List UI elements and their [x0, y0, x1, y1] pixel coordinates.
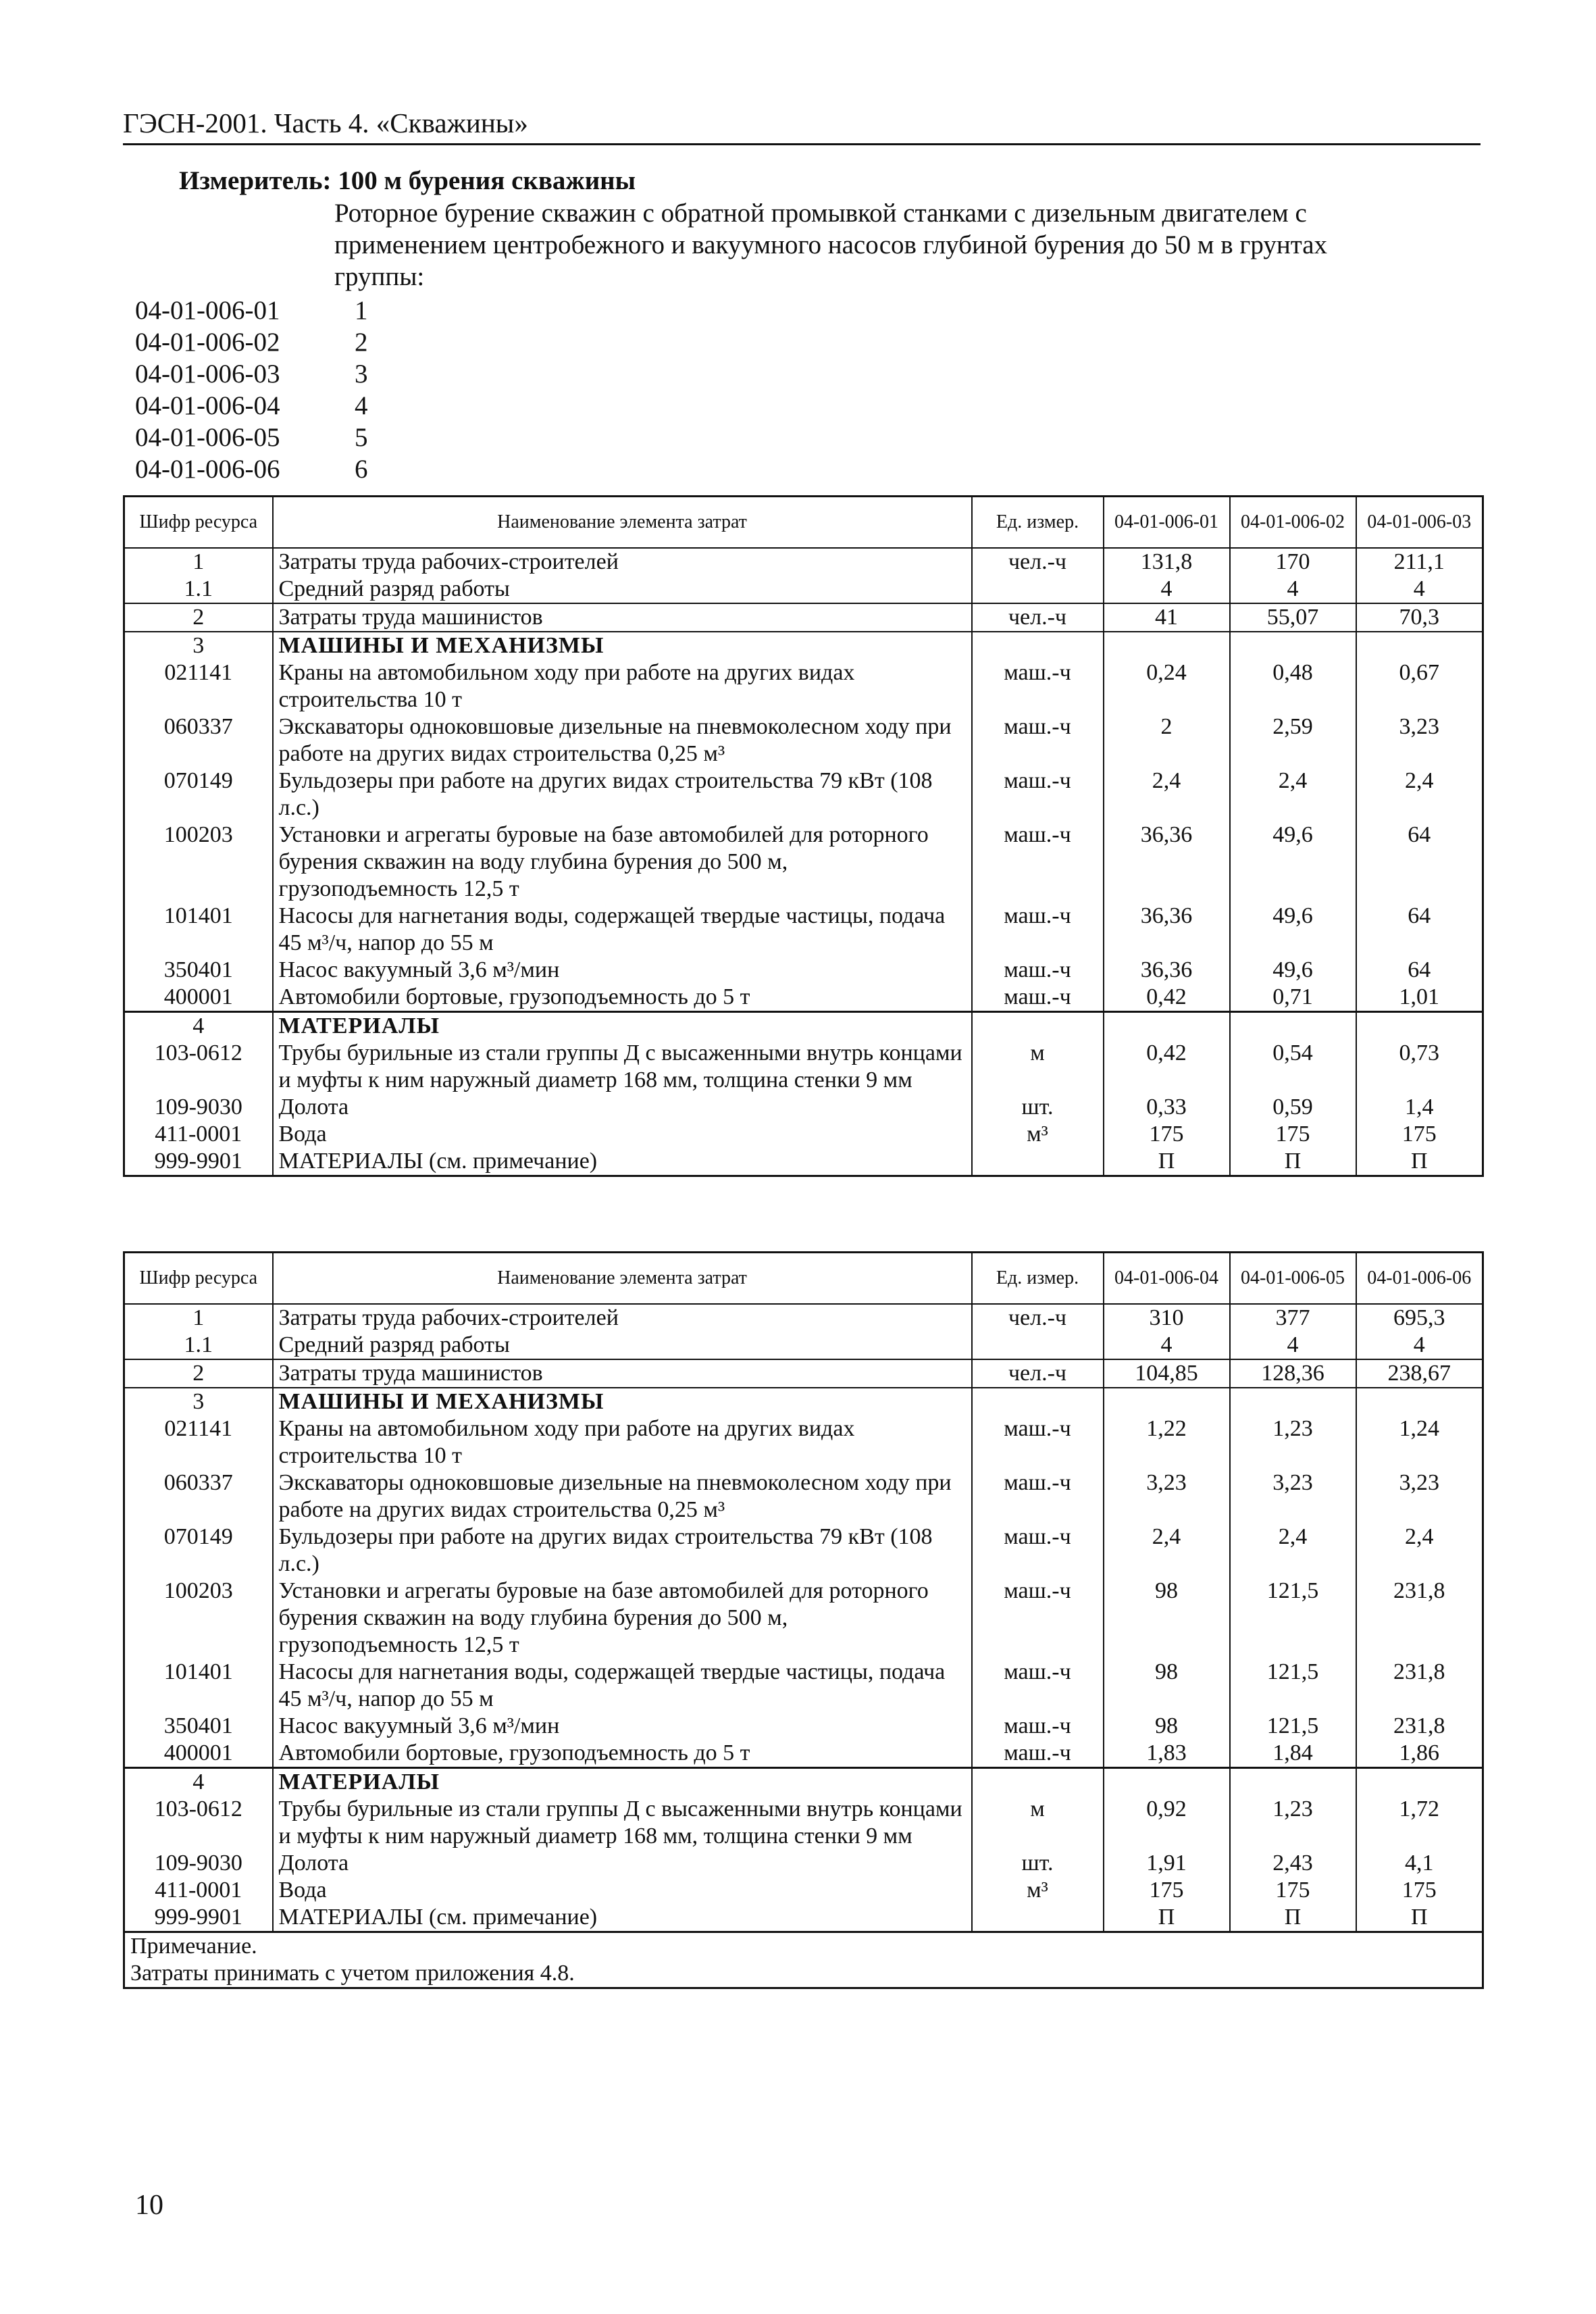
norm-value: П	[1356, 1148, 1483, 1176]
resource-code: 103-0612	[124, 1796, 273, 1850]
resource-code: 3	[124, 1388, 273, 1415]
resource-name: Насос вакуумный 3,6 м³/мин	[273, 957, 972, 984]
unit: маш.-ч	[972, 822, 1104, 903]
unit	[972, 1011, 1104, 1040]
norm-code: 04-01-006-06	[135, 455, 280, 484]
norm-code: 04-01-006-05	[135, 423, 280, 452]
resource-code: 2	[124, 603, 273, 632]
norm-code: 04-01-006-02	[135, 328, 280, 357]
norm-code-row	[135, 295, 368, 326]
resource-name: Автомобили бортовые, грузоподъемность до 5 т	[273, 984, 972, 1012]
table-row	[124, 1796, 1483, 1850]
unit: шт.	[972, 1850, 1104, 1877]
norm-value: 1,84	[1230, 1740, 1356, 1768]
norm-value: 121,5	[1230, 1659, 1356, 1713]
norm-value: 175	[1104, 1877, 1230, 1904]
norm-value: 2,4	[1230, 1524, 1356, 1578]
unit: маш.-ч	[972, 984, 1104, 1012]
col-header-name: Наименование элемента затрат	[273, 1253, 972, 1304]
norm-value: 104,85	[1104, 1359, 1230, 1388]
resource-name: Экскаваторы одноковшовые дизельные на пневмоколесном ходу при работе на других видах строительства 0,25 м³	[273, 713, 972, 768]
norm-value: 2,59	[1230, 713, 1356, 768]
norm-value: 0,59	[1230, 1094, 1356, 1121]
resource-code: 060337	[124, 713, 273, 768]
norm-value: 231,8	[1356, 1659, 1483, 1713]
norm-value	[1230, 1011, 1356, 1040]
table-row	[124, 1148, 1483, 1176]
resource-name: Средний разряд работы	[273, 1332, 972, 1359]
norm-value: 695,3	[1356, 1304, 1483, 1332]
table-row	[124, 1094, 1483, 1121]
resource-name: МАТЕРИАЛЫ	[273, 1011, 972, 1040]
page-header: ГЭСН-2001. Часть 4. «Скважины»	[123, 107, 1481, 145]
norm-value: 238,67	[1356, 1359, 1483, 1388]
norm-value: 49,6	[1230, 903, 1356, 957]
norm-code: 04-01-006-03	[135, 359, 280, 388]
unit: маш.-ч	[972, 1740, 1104, 1768]
unit: маш.-ч	[972, 659, 1104, 713]
table-row	[124, 1332, 1483, 1359]
resource-code: 1.1	[124, 576, 273, 603]
norm-value: 4	[1104, 576, 1230, 603]
norm-value: 175	[1230, 1121, 1356, 1148]
unit: м³	[972, 1877, 1104, 1904]
unit: чел.-ч	[972, 1359, 1104, 1388]
table-row	[124, 984, 1483, 1012]
norm-value: 1,22	[1104, 1415, 1230, 1469]
norm-value: 1,91	[1104, 1850, 1230, 1877]
resource-code: 021141	[124, 659, 273, 713]
resource-name: Бульдозеры при работе на других видах строительства 79 кВт (108 л.с.)	[273, 1524, 972, 1578]
resource-code: 070149	[124, 1524, 273, 1578]
norm-value: 175	[1104, 1121, 1230, 1148]
norm-value: 211,1	[1356, 548, 1483, 576]
norm-value: 131,8	[1104, 548, 1230, 576]
unit: м³	[972, 1121, 1104, 1148]
norm-value: 4,1	[1356, 1850, 1483, 1877]
norm-value: 1,86	[1356, 1740, 1483, 1768]
norm-code-row	[135, 422, 368, 453]
norm-value: 2,4	[1104, 1524, 1230, 1578]
norm-value	[1356, 1388, 1483, 1415]
norm-value: 1,01	[1356, 984, 1483, 1012]
norm-value: 128,36	[1230, 1359, 1356, 1388]
norm-value: 2	[1104, 713, 1230, 768]
col-header-norm-3: 04-01-006-03	[1356, 497, 1483, 548]
col-header-code: Шифр ресурса	[124, 497, 273, 548]
norm-value	[1104, 632, 1230, 659]
norm-value: П	[1356, 1904, 1483, 1932]
unit: маш.-ч	[972, 1659, 1104, 1713]
soil-group: 3	[355, 359, 368, 388]
resource-code: 2	[124, 1359, 273, 1388]
table-row	[124, 1767, 1483, 1796]
resource-name: Насосы для нагнетания воды, содержащей твердые частицы, подача 45 м³/ч, напор до 55 м	[273, 1659, 972, 1713]
resource-name: Установки и агрегаты буровые на базе автомобилей для роторного бурения скважин на воду глубина бурения до 500 м, грузоподъемность 12,5 т	[273, 822, 972, 903]
table-row	[124, 1011, 1483, 1040]
norm-value	[1230, 1388, 1356, 1415]
resource-code: 1	[124, 548, 273, 576]
norm-value	[1230, 1767, 1356, 1796]
norm-value: 170	[1230, 548, 1356, 576]
resource-code: 060337	[124, 1469, 273, 1524]
unit	[972, 1332, 1104, 1359]
norm-value: 70,3	[1356, 603, 1483, 632]
col-header-norm-1: 04-01-006-01	[1104, 497, 1230, 548]
norm-value: 4	[1230, 576, 1356, 603]
table-row	[124, 1121, 1483, 1148]
table-row	[124, 1904, 1483, 1932]
norm-value	[1104, 1767, 1230, 1796]
norm-value: 175	[1230, 1877, 1356, 1904]
resource-code: 4	[124, 1767, 273, 1796]
table-row	[124, 903, 1483, 957]
norm-value: 1,24	[1356, 1415, 1483, 1469]
unit: маш.-ч	[972, 713, 1104, 768]
norm-value	[1356, 1767, 1483, 1796]
norm-value: 1,72	[1356, 1796, 1483, 1850]
resource-code: 400001	[124, 1740, 273, 1768]
resource-code: 103-0612	[124, 1040, 273, 1094]
unit: м	[972, 1040, 1104, 1094]
table-row	[124, 1659, 1483, 1713]
col-header-norm-5: 04-01-006-05	[1230, 1253, 1356, 1304]
norm-value: 64	[1356, 822, 1483, 903]
resource-name: Вода	[273, 1121, 972, 1148]
table-row	[124, 768, 1483, 822]
norm-value: 0,54	[1230, 1040, 1356, 1094]
norm-value: 98	[1104, 1659, 1230, 1713]
table-row	[124, 1304, 1483, 1332]
norm-value: 121,5	[1230, 1713, 1356, 1740]
table-row	[124, 576, 1483, 603]
table-row	[124, 957, 1483, 984]
norm-value: 0,67	[1356, 659, 1483, 713]
norm-value: 0,48	[1230, 659, 1356, 713]
unit: чел.-ч	[972, 1304, 1104, 1332]
norm-value: 377	[1230, 1304, 1356, 1332]
table-row	[124, 1850, 1483, 1877]
norm-value: 1,23	[1230, 1415, 1356, 1469]
resource-name: Долота	[273, 1094, 972, 1121]
soil-group: 1	[355, 296, 368, 325]
unit: чел.-ч	[972, 548, 1104, 576]
resource-name: Затраты труда машинистов	[273, 603, 972, 632]
norm-codes-list	[135, 295, 368, 485]
norm-code-row	[135, 326, 368, 358]
norm-value: П	[1104, 1148, 1230, 1176]
work-description: Роторное бурение скважин с обратной промывкой станками с дизельным двигателем с применением центробежного и вакуумного насосов глубиной бурения до 50 м в грунтах группы:	[334, 199, 1328, 291]
resource-code: 400001	[124, 984, 273, 1012]
unit: маш.-ч	[972, 1469, 1104, 1524]
resource-code: 1	[124, 1304, 273, 1332]
resource-code: 4	[124, 1011, 273, 1040]
resource-name: Экскаваторы одноковшовые дизельные на пневмоколесном ходу при работе на других видах строительства 0,25 м³	[273, 1469, 972, 1524]
norm-value: 0,24	[1104, 659, 1230, 713]
norm-value: 49,6	[1230, 957, 1356, 984]
norm-value: 3,23	[1356, 713, 1483, 768]
resource-name: Средний разряд работы	[273, 576, 972, 603]
resource-name: Трубы бурильные из стали группы Д с высаженными внутрь концами и муфты к ним наружный диаметр 168 мм, толщина стенки 9 мм	[273, 1796, 972, 1850]
norm-value: 4	[1104, 1332, 1230, 1359]
col-header-norm-6: 04-01-006-06	[1356, 1253, 1483, 1304]
norm-value: 4	[1356, 1332, 1483, 1359]
resource-code: 999-9901	[124, 1148, 273, 1176]
unit: шт.	[972, 1094, 1104, 1121]
page-number: 10	[135, 2190, 163, 2221]
resource-name: Автомобили бортовые, грузоподъемность до 5 т	[273, 1740, 972, 1768]
norm-value: 98	[1104, 1578, 1230, 1659]
norm-table-1	[123, 495, 1484, 1177]
resource-name: Насос вакуумный 3,6 м³/мин	[273, 1713, 972, 1740]
norm-value	[1104, 1011, 1230, 1040]
norm-code-row	[135, 453, 368, 485]
table-row	[124, 548, 1483, 576]
resource-name: Долота	[273, 1850, 972, 1877]
col-header-code: Шифр ресурса	[124, 1253, 273, 1304]
norm-value: П	[1230, 1904, 1356, 1932]
norm-value: 2,43	[1230, 1850, 1356, 1877]
col-header-name: Наименование элемента затрат	[273, 497, 972, 548]
norm-value: 98	[1104, 1713, 1230, 1740]
norm-value: 36,36	[1104, 822, 1230, 903]
norm-value: 4	[1230, 1332, 1356, 1359]
resource-name: Краны на автомобильном ходу при работе на других видах строительства 10 т	[273, 1415, 972, 1469]
norm-value: 121,5	[1230, 1578, 1356, 1659]
resource-name: МАШИНЫ И МЕХАНИЗМЫ	[273, 1388, 972, 1415]
resource-code: 109-9030	[124, 1850, 273, 1877]
norm-value	[1230, 632, 1356, 659]
note-title: Примечание.	[124, 1932, 1483, 1960]
table-row	[124, 1578, 1483, 1659]
resource-code: 100203	[124, 1578, 273, 1659]
norm-value: 64	[1356, 957, 1483, 984]
norm-code-row	[135, 390, 368, 422]
resource-code: 021141	[124, 1415, 273, 1469]
resource-code: 411-0001	[124, 1877, 273, 1904]
resource-name: МАШИНЫ И МЕХАНИЗМЫ	[273, 632, 972, 659]
table-row	[124, 1040, 1483, 1094]
resource-code: 070149	[124, 768, 273, 822]
norm-value: 1,4	[1356, 1094, 1483, 1121]
unit	[972, 1148, 1104, 1176]
norm-value	[1356, 1011, 1483, 1040]
resource-code: 999-9901	[124, 1904, 273, 1932]
resource-name: Краны на автомобильном ходу при работе на других видах строительства 10 т	[273, 659, 972, 713]
norm-value: 1,83	[1104, 1740, 1230, 1768]
unit: м	[972, 1796, 1104, 1850]
norm-value: 41	[1104, 603, 1230, 632]
soil-group: 4	[355, 391, 368, 420]
table-row	[124, 1877, 1483, 1904]
norm-value	[1356, 632, 1483, 659]
table-row	[124, 1415, 1483, 1469]
norm-value: 2,4	[1230, 768, 1356, 822]
norm-value: 0,42	[1104, 984, 1230, 1012]
norm-value: 0,42	[1104, 1040, 1230, 1094]
table-row	[124, 1524, 1483, 1578]
resource-code: 350401	[124, 1713, 273, 1740]
resource-name: Установки и агрегаты буровые на базе автомобилей для роторного бурения скважин на воду глубина бурения до 500 м, грузоподъемность 12,5 т	[273, 1578, 972, 1659]
norm-value: П	[1104, 1904, 1230, 1932]
resource-name: Бульдозеры при работе на других видах строительства 79 кВт (108 л.с.)	[273, 768, 972, 822]
unit: маш.-ч	[972, 1578, 1104, 1659]
resource-code: 3	[124, 632, 273, 659]
resource-name: МАТЕРИАЛЫ (см. примечание)	[273, 1148, 972, 1176]
unit	[972, 1767, 1104, 1796]
resource-code: 101401	[124, 1659, 273, 1713]
norm-code: 04-01-006-01	[135, 296, 280, 325]
unit: маш.-ч	[972, 1415, 1104, 1469]
table-row	[124, 603, 1483, 632]
table-row	[124, 1713, 1483, 1740]
norm-value	[1104, 1388, 1230, 1415]
norm-value: 2,4	[1356, 768, 1483, 822]
norm-value: 175	[1356, 1877, 1483, 1904]
norm-value: 36,36	[1104, 903, 1230, 957]
resource-name: Вода	[273, 1877, 972, 1904]
norm-value: 49,6	[1230, 822, 1356, 903]
unit: маш.-ч	[972, 768, 1104, 822]
soil-group: 6	[355, 455, 368, 484]
norm-value: 0,73	[1356, 1040, 1483, 1094]
col-header-unit: Ед. измер.	[972, 497, 1104, 548]
norm-value: 175	[1356, 1121, 1483, 1148]
unit: маш.-ч	[972, 1713, 1104, 1740]
norm-value: 3,23	[1230, 1469, 1356, 1524]
measure-title: Измеритель: 100 м бурения скважины	[179, 166, 636, 195]
norm-value: 3,23	[1356, 1469, 1483, 1524]
table-row	[124, 632, 1483, 659]
resource-name: Насосы для нагнетания воды, содержащей твердые частицы, подача 45 м³/ч, напор до 55 м	[273, 903, 972, 957]
table-row	[124, 1740, 1483, 1768]
norm-value: 0,33	[1104, 1094, 1230, 1121]
norm-table-2	[123, 1251, 1484, 1989]
resource-name: Затраты труда машинистов	[273, 1359, 972, 1388]
table-row	[124, 713, 1483, 768]
norm-value: 231,8	[1356, 1578, 1483, 1659]
unit: маш.-ч	[972, 1524, 1104, 1578]
norm-value: 2,4	[1356, 1524, 1483, 1578]
resource-name: МАТЕРИАЛЫ	[273, 1767, 972, 1796]
note-text: Затраты принимать с учетом приложения 4.8.	[124, 1960, 1483, 1988]
norm-value: 310	[1104, 1304, 1230, 1332]
col-header-norm-2: 04-01-006-02	[1230, 497, 1356, 548]
resource-code: 350401	[124, 957, 273, 984]
norm-value: 0,92	[1104, 1796, 1230, 1850]
norm-value: 3,23	[1104, 1469, 1230, 1524]
unit	[972, 1904, 1104, 1932]
unit	[972, 576, 1104, 603]
norm-value: 1,23	[1230, 1796, 1356, 1850]
resource-code: 101401	[124, 903, 273, 957]
resource-name: Затраты труда рабочих-строителей	[273, 1304, 972, 1332]
norm-value: 55,07	[1230, 603, 1356, 632]
table-row	[124, 1469, 1483, 1524]
col-header-unit: Ед. измер.	[972, 1253, 1104, 1304]
table-row	[124, 1359, 1483, 1388]
norm-value: 36,36	[1104, 957, 1230, 984]
norm-value: 64	[1356, 903, 1483, 957]
resource-name: Затраты труда рабочих-строителей	[273, 548, 972, 576]
unit: маш.-ч	[972, 903, 1104, 957]
resource-name: Трубы бурильные из стали группы Д с высаженными внутрь концами и муфты к ним наружный диаметр 168 мм, толщина стенки 9 мм	[273, 1040, 972, 1094]
soil-group: 5	[355, 423, 368, 452]
unit: маш.-ч	[972, 957, 1104, 984]
resource-code: 100203	[124, 822, 273, 903]
table-row	[124, 1388, 1483, 1415]
norm-code-row	[135, 358, 368, 390]
resource-name: МАТЕРИАЛЫ (см. примечание)	[273, 1904, 972, 1932]
resource-code: 1.1	[124, 1332, 273, 1359]
norm-value: 0,71	[1230, 984, 1356, 1012]
norm-value: 231,8	[1356, 1713, 1483, 1740]
resource-code: 411-0001	[124, 1121, 273, 1148]
unit	[972, 1388, 1104, 1415]
col-header-norm-4: 04-01-006-04	[1104, 1253, 1230, 1304]
table-row	[124, 822, 1483, 903]
unit: чел.-ч	[972, 603, 1104, 632]
norm-value: П	[1230, 1148, 1356, 1176]
table-row	[124, 659, 1483, 713]
norm-value: 2,4	[1104, 768, 1230, 822]
soil-group: 2	[355, 328, 368, 357]
resource-code: 109-9030	[124, 1094, 273, 1121]
unit	[972, 632, 1104, 659]
norm-code: 04-01-006-04	[135, 391, 280, 420]
norm-value: 4	[1356, 576, 1483, 603]
